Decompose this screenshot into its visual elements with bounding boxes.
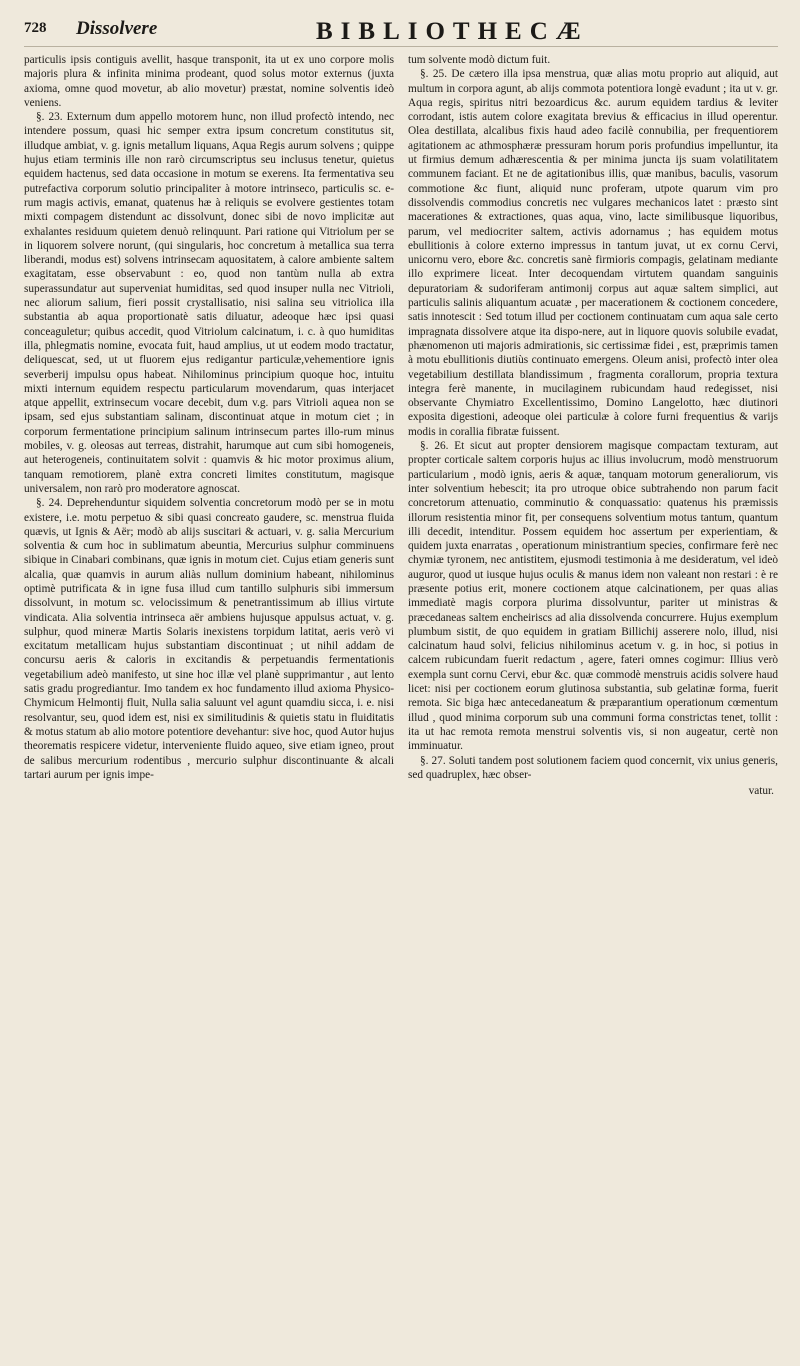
left-column bbox=[24, 53, 394, 798]
catchword: vatur. bbox=[748, 785, 774, 798]
paragraph: tum solvente modò dictum fuit. bbox=[408, 54, 551, 66]
running-title: Dissolvere bbox=[76, 18, 158, 39]
paragraph: particulis ipsis contiguis avellit, hasque transponit, ita ut ex uno corpore molis majoris plura & infinita minima prodeant, quod solus motor externus (juxta axioma, omne quod movetur, ab alio movetur) præstat, nomine solventis ideò veniens. bbox=[24, 54, 394, 109]
text-columns bbox=[24, 53, 778, 798]
paragraph: §. 25. De cætero illa ipsa menstrua, quæ alias motu proprio aut aliquid, aut multum in corpora agunt, ab alijs commota potentiora longè evadunt ; ita ut v. gr. Aqua regis, spiritus nitri bezoardicus &c. aurum equidem tardius & leviter corrodant, istis autem colore exagitata brevius & efficacius in illud operentur. Olea destillata, alcalibus fixis haud adeo facilè connubilia, per frequentiorem agitationem ac athmosphæræ pressuram horum poris profundius impelluntur, ita ut firmius demum adhærescentia & per minima juncta ijs suam volatilitatem communem faciant. Et ne de agitationibus illis, quæ manibus, baculis, vasorum commotione &c fiunt, aliquid nunc proferam, utpote quarum vim pro dissolvendis commodius concretis nec vulgares mechanicos latet : præsto sint macerationes & extractiones, quas aqua, vino, lacte similibusque liquoribus, parum, vel mediocriter saltem, activis adornamus ; has equidem motus ebullitionis à colore externo impressus in tantum juvat, ut ex cornu Cervi, unicornu vero, ebore &c. concretis sanè firmioris compagis, gelatinam mediante illo exprimere liceat. Inter decoquendam virtutem quandam sanguinis depuratoriam & sudoriferam antimonij corpus aut aquæ saltem simplici, aut particulis salinis aliquantum acuatæ , per macerationem & coctionem concedere, satis innotescit : Sed totum illud per coctionem continuatam cum aqua sale certo impragnata dissolvere atque ita dispo-nere, aut in liquore quovis solubile evadat, phænomenon uti majoris admirationis, sic certissimæ fidei , est, præprimis tamen à motu ebullitionis diutiùs continuato emergens. Oleum anisi, profectò inter olea vegetabilium destillata blandissimum , fragmenta corallorum, propria textura integra ferè manente, in mucilaginem rubicundam haud redegisset, nisi observante Chymiatro Excellentissimo, Domino Langelotto, hæc diutinori exposita digestioni, adeoque olei particulæ à colore furni frequentius & varijs modis in corallia fibratæ fuissent. bbox=[408, 68, 778, 438]
paragraph: §. 26. Et sicut aut propter densiorem magisque compactam texturam, aut propter corticale saltem corporis hujus ac illius involucrum, modò menstruorum particularium , modò ignis, aeris & aquæ, tanquam motorum generaliorum, vis inter solventium hebescit; ita pro utroque obice subtrahendo non parum facit concretorum attenuatio, comminutio & conquassatio: quatenus his præmissis illorum resistentia minor fit, per consequens solventium motus tantum, quantum illi decedit, intenditur. Possem equidem hoc assertum per experientiam, & quidem juxta enarratas , operationum ministrantium species, confirmare ferè nec chymiæ tyronem, nec antistitem, ejusmodi testimonia à me desideratum, vel ideò auguror, quod ut iusque hujus oculis & manus idem non valeant non restari : è re præsente potius erit, monere coctionem atque calcinationem, per quas alias immediatè magis corpora plurima dissolvuntur, pariter ut ministras & præcedaneas saltem encheiriscs ad alia dissolvenda concurrere. Hujus exemplum plumbum sistit, de quo equidem in gratiam Billichij asserere nolo, illud, nisi calcinatum haud solvi, felicius nihilominus acetum v. g. in hoc, si potius in calcem rubicundam fuerit redactum , agere, fateri omnes cogimur: Illius verò exempla sunt cornu Cervi, ebur &c. quæ commodè menstruis acidis solvere haud licet: nisi per coctionem eorum glutinosa substantia, sub gelatinæ forma, fuerit remota. Sic biga hæc antecedaneatum & præparantium operationum cœmentum illud , quod minima corporum sub una communi forma constrictas tenet, tollit : ita ut hac remota remota menstrui solventis vis, si non augeatur, certè non imminuatur. bbox=[408, 440, 778, 753]
right-column bbox=[408, 53, 778, 798]
page-header bbox=[24, 18, 778, 47]
section-title: BIBLIOTHECÆ bbox=[316, 18, 589, 45]
paragraph: §. 23. Externum dum appello motorem hunc, non illud profectò intendo, nec intendere possum, quasi hic semper extra ipsum concretum constitutus sit, illudque ambiat, v. g. ignis metallum liquans, Aqua Regis aurum solvens ; quippe hujus etiam terminis ille non rarò circumscriptus seu inclusus tenetur, quietus equidem hactenus, sed data occasione in motum se exerens. Ita fermentativa seu putrefactiva corporum solutio principaliter à motore intrinseco, particulis sc. e-rum magis activis, emanat, quatenus hæ à reliquis se evolvere gestientes totam mixti compagem distendunt ac dissolvunt, donec sibi de novo implicitæ aut exhalantes residuum quietem denuò relinquunt. Pari ratione qui Vitriolum per se in liquorem solvere norunt, (qui singularis, hoc concretum à metallica sua terra liberandi, modus est) solvens intrinsecam aquositatem, à calore ambiente saltem exagitatam, esse observabunt : eo, quod non tantùm nulla ab extra superassundatur aut superveniat humiditas, sed quod insuper nulla nec Vitrioli, nec aliorum salium, fieri possit crystallisatio, nisi salina seu vitriolica illa substantia ab aqua proportionatè satis diluatur, adeoque hæc ipsi quasi conceaguletur; quibus accedit, quod Vitriolum calcinatum, i. c. à quo humiditas illa, phlegmatis nomine, evocata fuit, haud amplius, ut ut eodem modo tractatur, deliquescat, sed, ut ut fluorem ejus redigantur particulæ,vehementiore ignis severberij impulsu opus habeat. Nihilominus principium quoque hoc, intuitu mixti internum equidem respectu particularum movendarum, quas interjacet atque appellit, extrinsecum vocare decebit, dum v.g. pars Vitrioli aquea non se ipsam, sed ejus substantiam salinam, discontinuat atque in motum ciet ; in corporum fermentatione principium salinum intrinsecum partes illo-rum minus mobiles, v. g. oleosas aut terreas, distrahit, harumque aut cum sibi homogeneis, aut heterogeneis, continuitatem solvit : quamvis & hic motor proximus alium, tanquam remotiorem, planè extra concreti limites constitutum, magisque universalem, non rarò pro moderatore agnoscat. bbox=[24, 111, 394, 495]
paragraph: §. 27. Soluti tandem post solutionem faciem quod concernit, vix unius generis, sed quadruplex, hæc obser- bbox=[408, 754, 778, 781]
page-number: 728 bbox=[24, 20, 47, 36]
paragraph: §. 24. Deprehenduntur siquidem solventia concretorum modò per se in motu existere, i.e. motu perpetuo & sibi quasi concreato gaudere, sc. menstrua fluida quævis, ut Ignis & Aër; modò ab alijs suscitari & actuari, v. g. salia Mercurium solventia & cum hoc in sublimatum abeuntia, Mercurius sulphur comminuens sibique in Cinabari combinans, quæ ignis in motum ciet. Cujus etiam generis sunt alcalia, quæ quamvis in aurum aliàs nullum dominium habeant, nihilominus optimè putrificata & in igne fusa illud cum tantillo sulphuris sibi immersum dissolvunt, in motum sc. velocissimum & penetrantissimum ab illius virtute vindicata. Alia solventia intrinseca aër ambiens hujusque appulsus actuat, v. g. sulphur, quod mineræ Martis Solaris inexistens torpidum latitat, aeris verò vi excitatum metallicam hujus substantiam discontinuat ; ut nihil addam de concursu aeris & caloris in excitandis & perpetuandis fermentationis vegetabilium adeò manifesto, ut sine hoc illæ vel planè supprimantur , aut lento satis gradu progrediantur. Imo tandem ex hoc fundamento illud axioma Physico-Chymicum Helmontij fluit, Nulla salia saluunt vel agunt quamdiu sicca, i. e. nisi resolvantur, seu, quod idem est, nisi ex similitudinis & quietis statu in fluiditatis & motus statum ab alio motore potentiore devehantur: sive hoc, quod Autor hujus theorematis respicere videtur, interveniente fluido aqueo, sive etiam igneo, prout de salibus mercurium rodentibus , mercurio sulphur discontinuante & alcali tartari aurum per ignis impe- bbox=[24, 497, 394, 781]
